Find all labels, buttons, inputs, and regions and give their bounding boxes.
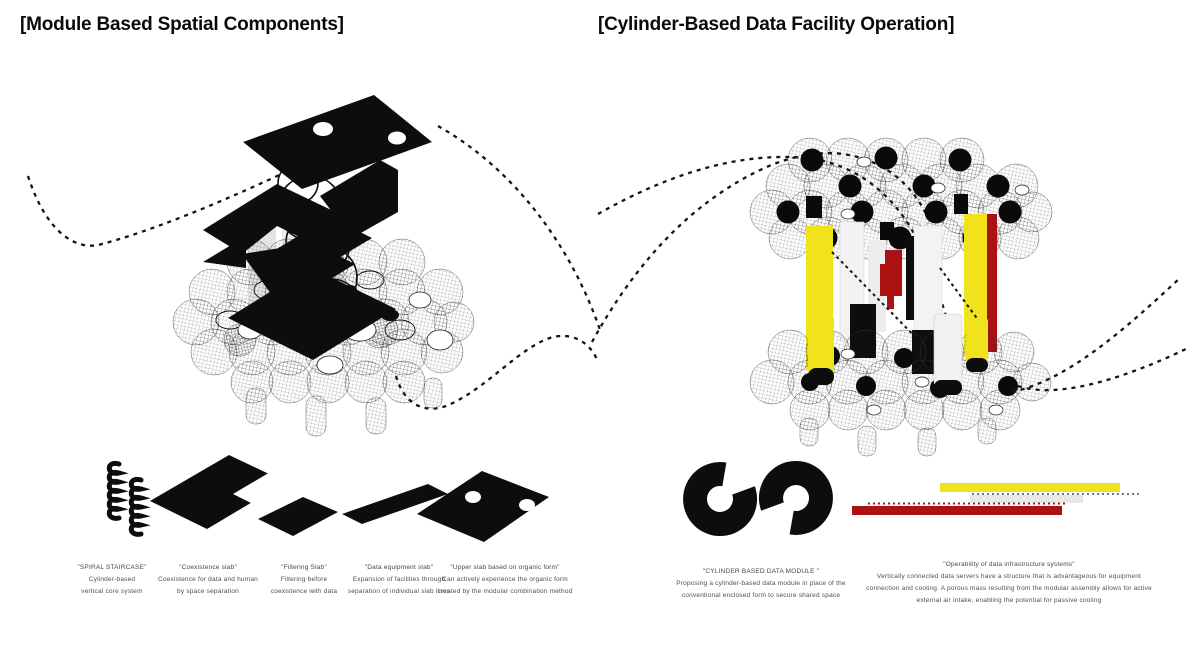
yellow-bar-icon [940,483,1120,492]
cylinder-module-icon-left [683,462,757,536]
caption-data-equipment-slab: "Data equipment slab" Expansion of facilities through separation of individual slab lines [347,564,451,595]
caption-spiral-staircase: "SPIRAL STAIRCASE" Cylinder-based vertical core system [77,564,147,595]
right-top-mesh-layer [750,138,1052,259]
upper-slab-icon [417,471,549,542]
red-bar-icon [852,506,1062,515]
filtering-slab-icon [258,497,338,536]
left-panel-title: [Module Based Spatial Components] [20,14,344,35]
server-bar-legend [852,483,1140,515]
cylinder-module-icon-right [759,461,833,535]
right-axonometric-drawing [592,138,1188,456]
yellow-cylinder [966,318,988,364]
caption-coexistence-slab: "Coexistence slab" Coexistence for data and human by space separation [158,564,258,595]
upper-organic-slab [243,95,432,189]
left-component-icons [109,455,549,542]
spiral-staircase-icon [109,463,141,534]
gray-bar-icon [970,495,1083,503]
black-bar [906,236,914,320]
red-bar-right [987,214,997,352]
left-axonometric-drawing [28,95,600,436]
right-panel-title: [Cylinder-Based Data Facility Operation] [598,14,955,35]
right-component-icons [683,461,1140,536]
caption-cylinder-data-module: "CYLINDER BASED DATA MODULE " Proposing a cylinder-based data module in place of the conventional enclosed form to secure shared space [676,568,846,599]
yellow-cylinder [808,316,834,374]
white-cylinder [934,314,962,386]
caption-operability-systems: "Operability of data infrastructure systems" Vertically connected data servers have a structure that is advantageous for equipment connection and cooling. A porous mass resulting from the modular assembly allows for active external air intake, enabling the potential for passive cooling [866,561,1152,604]
right-bottom-mesh-layer [750,330,1051,456]
caption-upper-slab: "Upper slab based on organic form" Can actively experience the organic form created by the modular combination method [437,564,573,595]
caption-filtering-slab: "Filtering Slab" Filtering before coexistence with data [270,564,338,595]
